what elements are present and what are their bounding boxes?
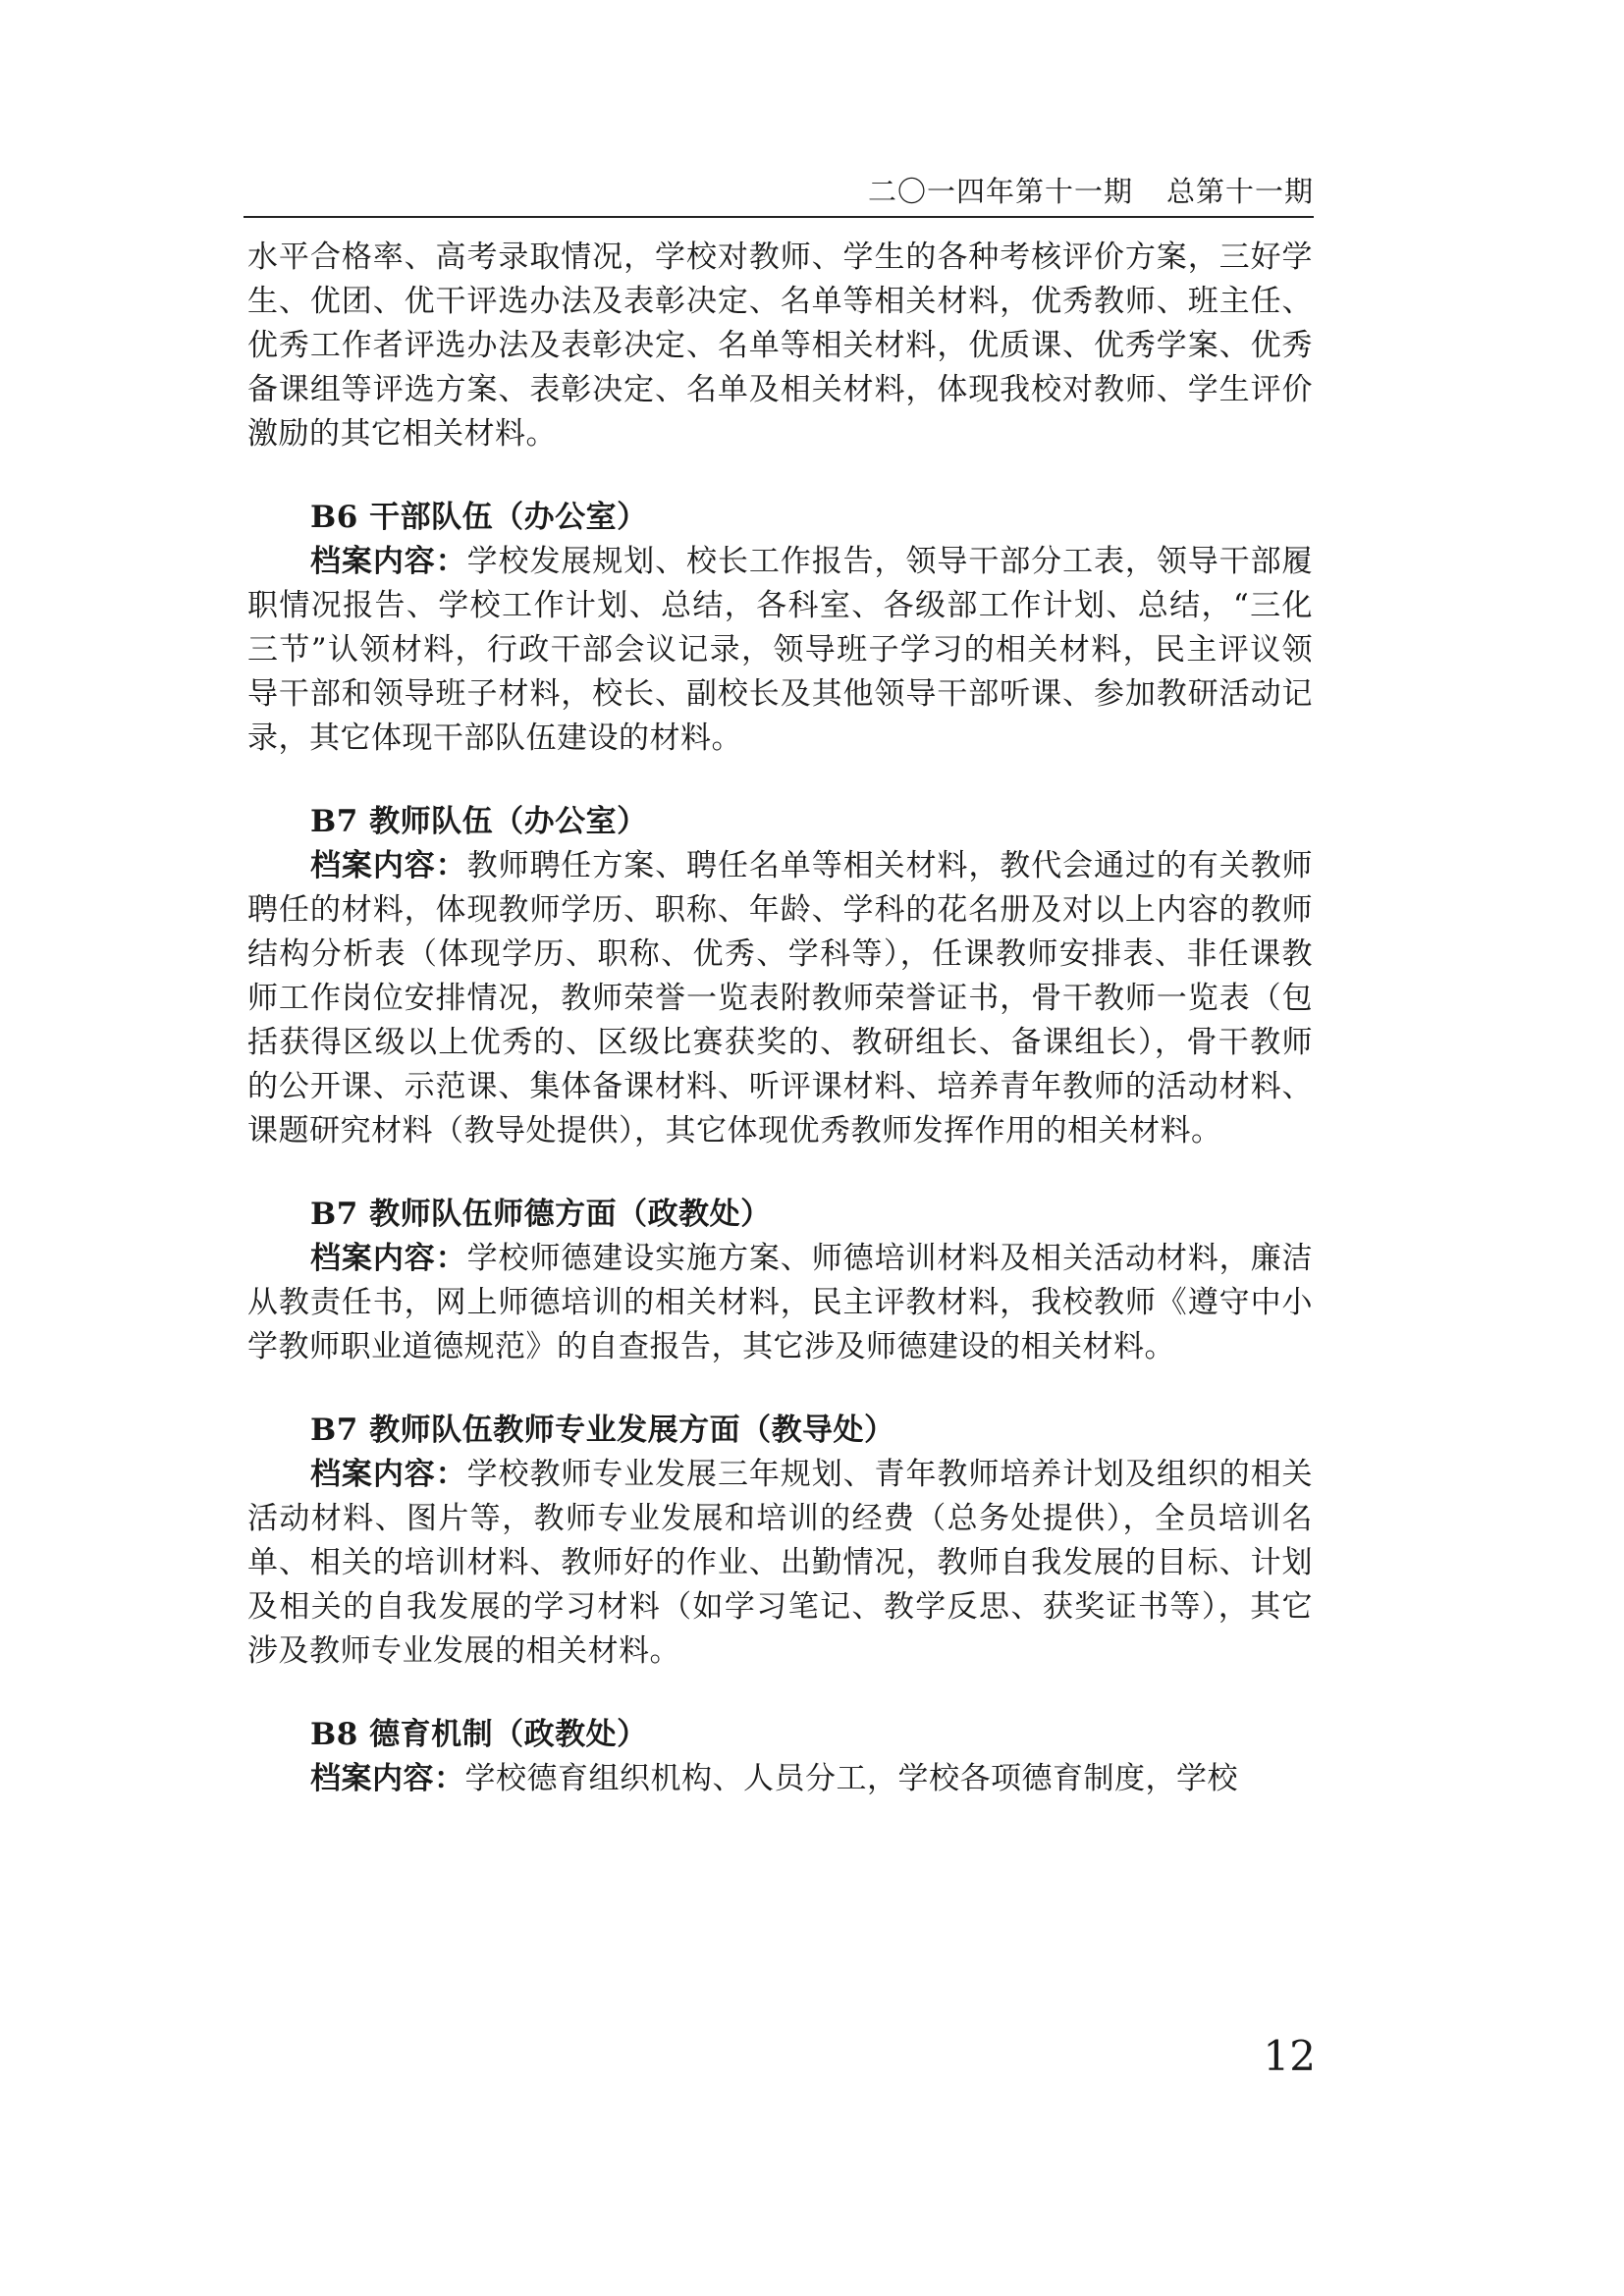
section-b7-professional-development <box>247 1409 1313 1674</box>
section-paragraph <box>247 844 1313 1153</box>
section-body: 学校德育组织机构、人员分工，学校各项德育制度，学校 <box>464 1761 1238 1796</box>
content-label: 档案内容： <box>310 848 467 883</box>
section-title: B8 德育机制（政教处） <box>310 1717 648 1752</box>
section-body: 学校教师专业发展三年规划、青年教师培养计划及组织的相关活动材料、图片等，教师专业发展和培训的经费（总务处提供），全员培训名单、相关的培训材料、教师好的作业、出勤情况，教师自我发展的目标、计划及相关的自我发展的学习材料（如学习笔记、教学反思、获奖证书等），其它涉及教师专业发展的相关材料。 <box>247 1457 1314 1669</box>
section-paragraph <box>247 1757 1313 1801</box>
section-body: 教师聘任方案、聘任名单等相关材料，教代会通过的有关教师聘任的材料，体现教师学历、职称、年龄、学科的花名册及对以上内容的教师结构分析表（体现学历、职称、优秀、学科等），任课教师安排表、非任课教师工作岗位安排情况，教师荣誉一览表附教师荣誉证书，骨干教师一览表（包括获得区级以上优秀的、区级比赛获奖的、教研组长、备课组长），骨干教师的公开课、示范课、集体备课材料、听评课材料、培养青年教师的活动材料、课题研究材料（教导处提供），其它体现优秀教师发挥作用的相关材料。 <box>247 848 1314 1148</box>
content-label: 档案内容： <box>310 1457 467 1492</box>
section-body: 学校发展规划、校长工作报告，领导干部分工表，领导干部履职情况报告、学校工作计划、总结，各科室、各级部工作计划、总结，“三化三节”认领材料，行政干部会议记录，领导班子学习的相关材料，民主评议领导干部和领导班子材料，校长、副校长及其他领导干部听课、参加教研活动记录，其它体现干部队伍建设的材料。 <box>247 544 1314 756</box>
intro-section <box>247 236 1313 456</box>
section-b8-moral-education <box>247 1713 1313 1801</box>
content-label: 档案内容： <box>310 544 467 579</box>
section-title: B7 教师队伍师德方面（政教处） <box>310 1197 772 1232</box>
section-body: 学校师德建设实施方案、师德培训材料及相关活动材料，廉洁从教责任书，网上师德培训的相关材料，民主评教材料，我校教师《遵守中小学教师职业道德规范》的自查报告，其它涉及师德建设的相关材料。 <box>247 1241 1314 1364</box>
page-number: 12 <box>1263 2032 1316 2080</box>
section-title: B6 干部队伍（办公室） <box>310 500 648 535</box>
running-header <box>244 167 1314 218</box>
content-label: 档案内容： <box>310 1761 465 1796</box>
section-paragraph <box>247 1237 1313 1369</box>
content-label: 档案内容： <box>310 1241 467 1276</box>
header-issue: 二〇一四年第十一期 <box>867 175 1133 208</box>
section-paragraph <box>247 540 1313 761</box>
section-b7-ethics <box>247 1193 1313 1369</box>
section-title: B7 教师队伍教师专业发展方面（教导处） <box>310 1413 895 1448</box>
section-b6-cadre <box>247 496 1313 761</box>
header-total-issue: 总第十一期 <box>1165 175 1314 208</box>
page-content <box>247 236 1313 1841</box>
section-paragraph <box>247 1453 1313 1674</box>
intro-paragraph: 水平合格率、高考录取情况，学校对教师、学生的各种考核评价方案，三好学生、优团、优干评选办法及表彰决定、名单等相关材料，优秀教师、班主任、优秀工作者评选办法及表彰决定、名单等相关材料，优质课、优秀学案、优秀备课组等评选方案、表彰决定、名单及相关材料，体现我校对教师、学生评价激励的其它相关材料。 <box>247 240 1313 452</box>
section-title: B7 教师队伍（办公室） <box>310 804 648 839</box>
section-b7-teachers <box>247 800 1313 1153</box>
